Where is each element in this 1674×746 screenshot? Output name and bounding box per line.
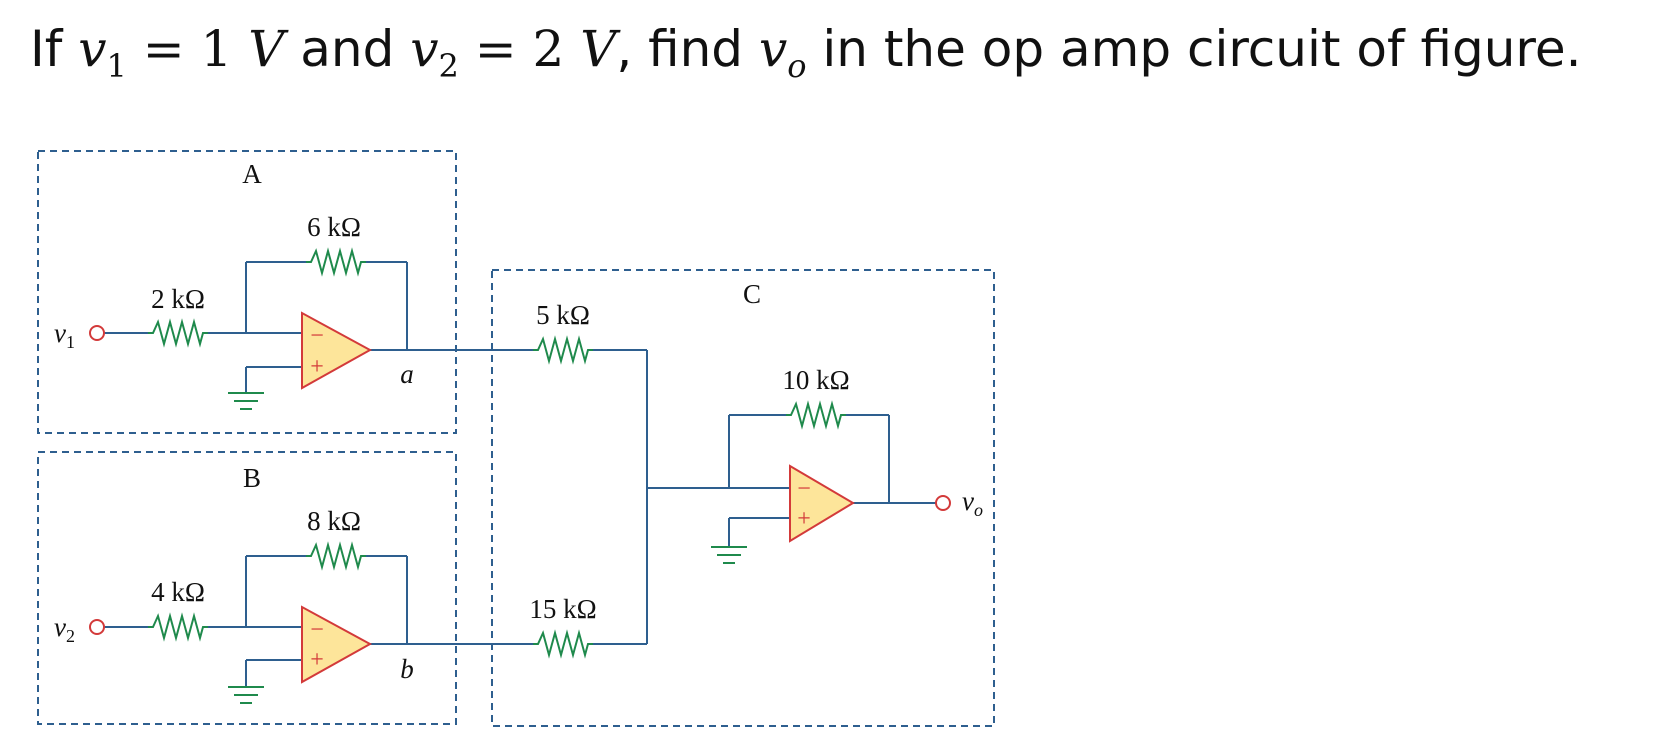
- label-15k: 15 kΩ: [529, 594, 597, 624]
- wires-c: [593, 350, 936, 644]
- terminal-v1: [90, 326, 104, 340]
- box-a-label: A: [242, 159, 262, 189]
- label-10k: 10 kΩ: [782, 365, 850, 395]
- resistor-8k: [306, 545, 366, 567]
- label-2k: 2 kΩ: [151, 284, 205, 314]
- opamp-a-plus: +: [310, 354, 324, 380]
- resistor-15k: [533, 633, 593, 655]
- resistor-6k: [306, 251, 366, 273]
- node-a: a: [400, 359, 414, 389]
- label-v2: $v_2$: [54, 612, 75, 646]
- ground-b: [228, 687, 264, 703]
- q-vo: $v_o$: [758, 20, 807, 85]
- terminal-vo: [936, 496, 950, 510]
- resistor-5k: [533, 339, 593, 361]
- resistor-10k: [786, 404, 846, 426]
- ground-c: [711, 547, 747, 563]
- q-prefix: If: [30, 20, 79, 78]
- label-vo: $v_o$: [962, 486, 983, 520]
- opamp-c-minus: −: [797, 476, 811, 502]
- opamp-b-minus: −: [310, 617, 324, 643]
- opamp-a-minus: −: [310, 323, 324, 349]
- node-b: b: [400, 654, 414, 684]
- label-6k: 6 kΩ: [307, 212, 361, 242]
- opamp-c-plus: +: [797, 506, 811, 532]
- q-v1: $v_1 = 1$ V: [78, 20, 285, 85]
- label-4k: 4 kΩ: [151, 577, 205, 607]
- q-and: and: [284, 20, 411, 78]
- q-v2: $v_2 = 2$ V: [410, 20, 617, 85]
- ground-a: [228, 393, 264, 409]
- q-find: , find: [616, 20, 759, 78]
- opamp-b-plus: +: [310, 647, 324, 673]
- resistor-4k: [148, 616, 208, 638]
- box-c-label: C: [742, 279, 762, 309]
- label-5k: 5 kΩ: [536, 300, 590, 330]
- label-v1: $v_1$: [54, 318, 75, 352]
- box-b-label: B: [242, 463, 262, 493]
- label-8k: 8 kΩ: [307, 506, 361, 536]
- q-suffix: in the op amp circuit of figure.: [806, 20, 1582, 78]
- resistor-2k: [148, 322, 208, 344]
- terminal-v2: [90, 620, 104, 634]
